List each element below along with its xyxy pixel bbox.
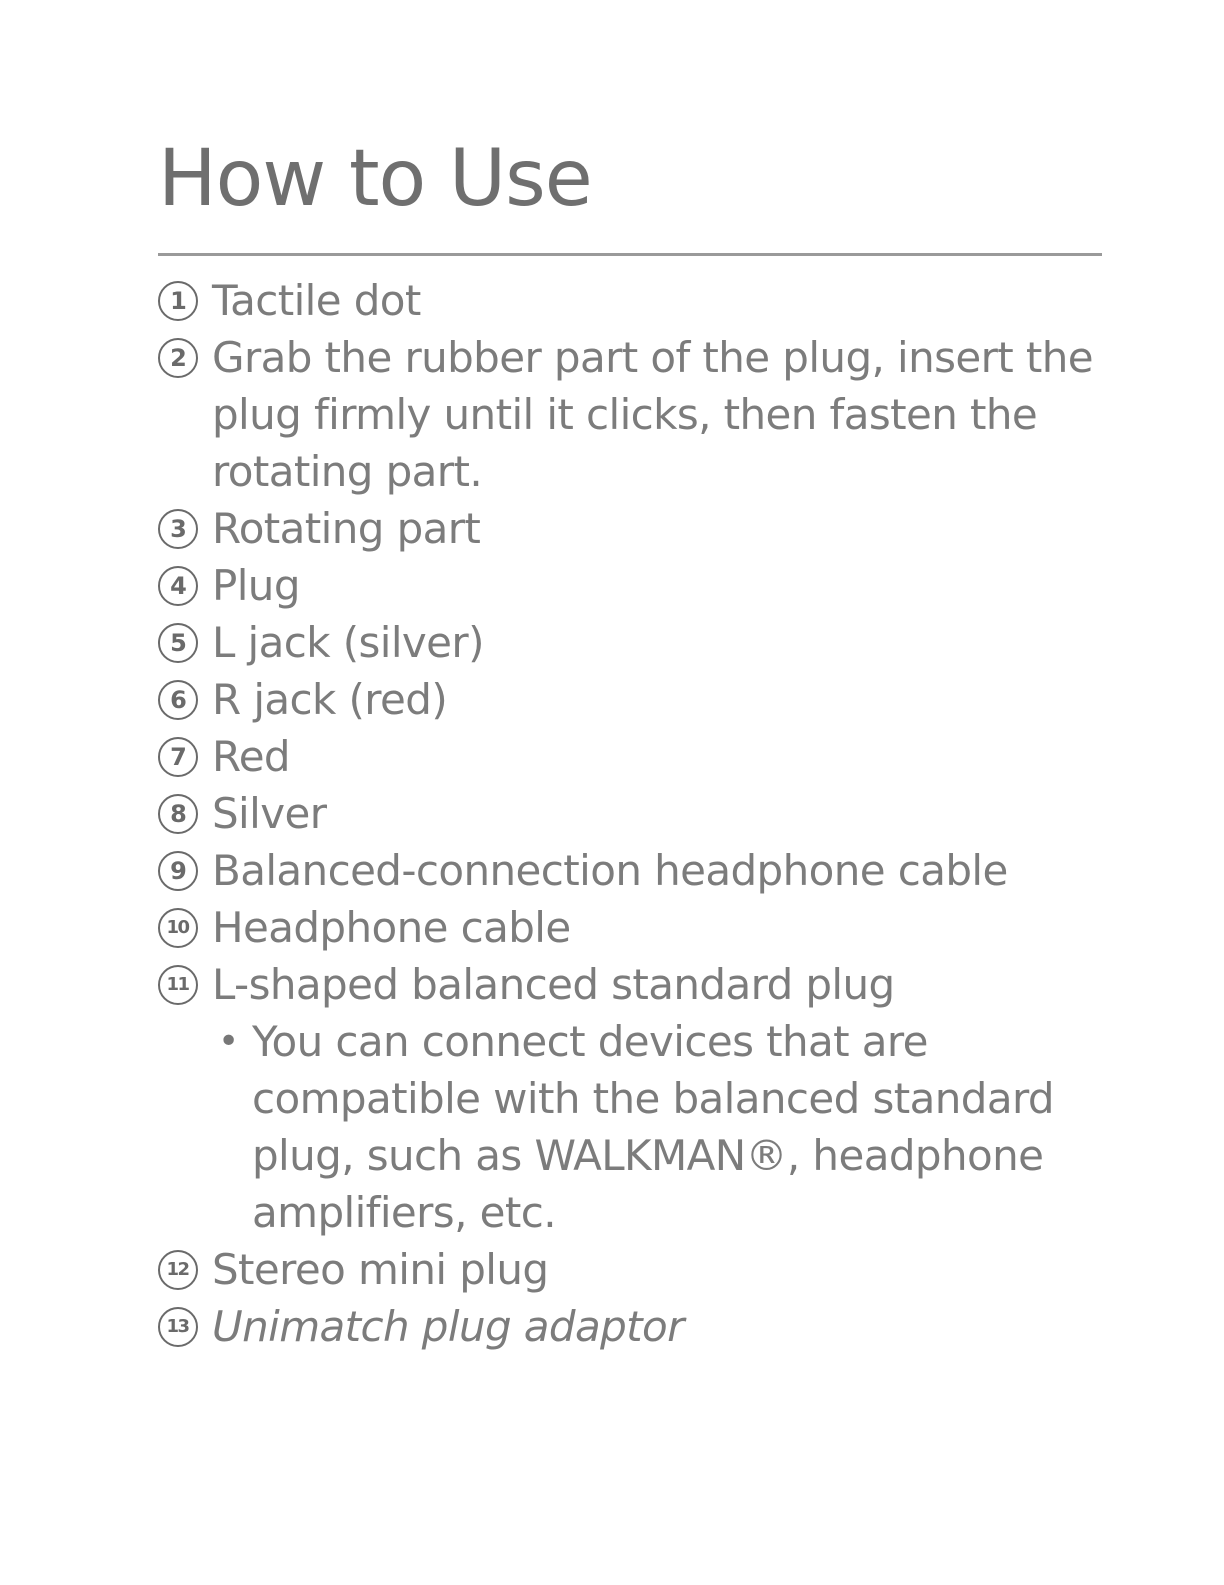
- number-badge: 3: [158, 509, 198, 549]
- number-badge: 7: [158, 737, 198, 777]
- list-item: [158, 899, 1098, 956]
- number-badge: 5: [158, 623, 198, 663]
- list-item: [158, 842, 1098, 899]
- item-text: L-shaped balanced standard plug: [212, 960, 895, 1009]
- number-badge: 4: [158, 566, 198, 606]
- list-item: [158, 1241, 1098, 1298]
- item-text: Stereo mini plug: [212, 1245, 549, 1294]
- item-text: Unimatch plug adaptor: [212, 1302, 684, 1351]
- bullet-icon: •: [218, 1021, 239, 1062]
- list-item: [158, 785, 1098, 842]
- list-item: [158, 1298, 1098, 1355]
- list-item: [158, 557, 1098, 614]
- number-badge: 1: [158, 281, 198, 321]
- item-text: Balanced-connection headphone cable: [212, 846, 1008, 895]
- item-text: Headphone cable: [212, 903, 571, 952]
- item-text: L jack (silver): [212, 618, 484, 667]
- item-text: Red: [212, 732, 290, 781]
- number-badge: 12: [158, 1250, 198, 1290]
- note-text: You can connect devices that are compatible with the balanced standard plug, such as WALKMAN®, headphone amplifiers, etc.: [252, 1017, 1054, 1237]
- number-badge: 11: [158, 965, 198, 1005]
- list-item: [158, 728, 1098, 785]
- list-item: [158, 500, 1098, 557]
- item-text: Plug: [212, 561, 300, 610]
- item-text: R jack (red): [212, 675, 448, 724]
- number-badge: 9: [158, 851, 198, 891]
- note-item: [218, 1013, 1098, 1241]
- parts-list: [158, 272, 1098, 1355]
- number-badge: 13: [158, 1307, 198, 1347]
- list-item: [158, 614, 1098, 671]
- number-badge: 8: [158, 794, 198, 834]
- item-text: Grab the rubber part of the plug, insert the plug firmly until it clicks, then fasten the rotating part.: [212, 333, 1094, 496]
- list-item: [158, 671, 1098, 728]
- list-item: [158, 329, 1098, 500]
- number-badge: 10: [158, 908, 198, 948]
- list-item: [158, 272, 1098, 329]
- page-title: How to Use: [158, 134, 592, 224]
- item-text: Tactile dot: [212, 276, 421, 325]
- list-item: [158, 956, 1098, 1013]
- number-badge: 6: [158, 680, 198, 720]
- item-text: Rotating part: [212, 504, 481, 553]
- title-divider: [158, 253, 1102, 256]
- item-text: Silver: [212, 789, 327, 838]
- number-badge: 2: [158, 338, 198, 378]
